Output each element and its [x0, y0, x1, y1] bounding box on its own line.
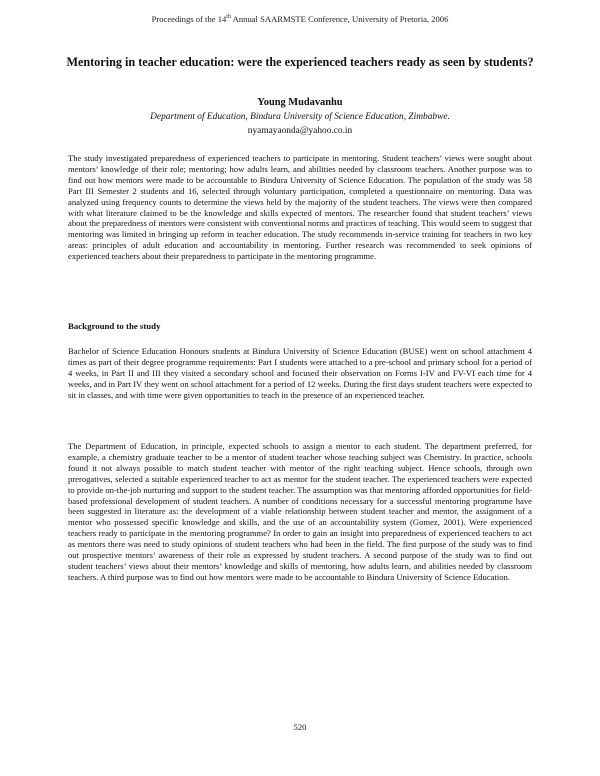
author-affiliation: Department of Education, Bindura University of Science Education, Zimbabwe. [150, 112, 450, 122]
body-paragraph-1: Bachelor of Science Education Honours students at Bindura University of Science Education (BUSE) went on school attachment 4 times as part of their degree programme requirements: Part I students were attached to a pre-school and primary school for a period of 4 weeks, in Part II and III they visited a secondary school and focused their observation on Forms I-IV and FV-VI each time for 4 weeks, and in Part IV they went on school attachment for a period of 12 weeks. During the first days student teachers were expected to sit in classes, and with time were given opportunities to teach in the presence of an experienced teacher. [68, 346, 532, 400]
author-name: Young Mudavanhu [257, 97, 343, 108]
body-paragraph-2: The Department of Education, in principle, expected schools to assign a mentor to each student. The department preferred, for example, a chemistry graduate teacher to be a mentor of student teacher whose teaching subject was Chemistry. In practice, schools found it not always possible to match student teacher with mentor of the right teaching subject. Hence schools, through own prerogatives, selected a suitable experienced teacher to act as mentor for the student teacher. The experienced teachers were expected to provide on-the-job nurturing and support to the student teacher. The assumption was that mentoring afforded opportunities for field-based professional development of student teachers. A number of conditions necessary for a successful mentoring programme have been suggested in literature as: the development of a viable relationship between student teacher and mentor, the assignment of a mentor who possessed specific knowledge and skills, and the use of an accountability system (Gomez, 2001). Were experienced teachers ready to participate in the mentoring programme? In order to gain an insight into preparedness of experienced teachers to act as mentors there was need to study opinions of student teachers who had been in the field. The first purpose of the study was to find out prospective mentors’ awareness of their role as expressed by student teachers. A second purpose of the study was to find out student teachers’ views about their mentors’ knowledge and skills of mentoring, how adults learn, and abilities needed by classroom teachers. A third purpose was to find out how mentors were made to be accountable to Bindura University of Science Education. [68, 441, 532, 582]
author-email: nyamayaonda@yahoo.co.in [247, 126, 353, 136]
header-superscript: th [226, 14, 231, 21]
abstract-paragraph: The study investigated preparedness of experienced teachers to participate in mentoring. Student teachers’ views were sought about mentors’ knowledge of their role; mentoring; how adults learn, and abilities needed by classroom teachers. Another purpose was to find out how mentors were made to be accountable to Bindura University of Science Education. The population of the study was 58 Part III Semester 2 students and 16, selected through voluntary participation, completed a questionnaire on mentoring. Data was analyzed using frequency counts to determine the views held by the majority of the student teachers. The views were then compared with what literature claimed to be the knowledge and skills expected of mentors. The researcher found that student teachers’ views about the preparedness of mentors were consistent with conventional norms and practices of teaching. This would seem to suggest that mentoring was limited in bringing up reform in teacher education. The study recommends in-service training for teachers in two key areas: principles of adult education and accountability in mentoring. Further research was recommended to seek opinions of experienced teachers about their preparedness to participate in the mentoring programme. [68, 153, 532, 262]
page-number: 520 [293, 722, 307, 732]
header-suffix: Annual SAARMSTE Conference, University of Pretoria, 2006 [230, 14, 449, 24]
section-heading: Background to the study [68, 321, 161, 331]
running-header [0, 14, 600, 24]
paper-title: Mentoring in teacher education: were the experienced teachers ready as seen by students? [66, 55, 534, 69]
header-prefix: Proceedings of the 14 [151, 14, 227, 24]
